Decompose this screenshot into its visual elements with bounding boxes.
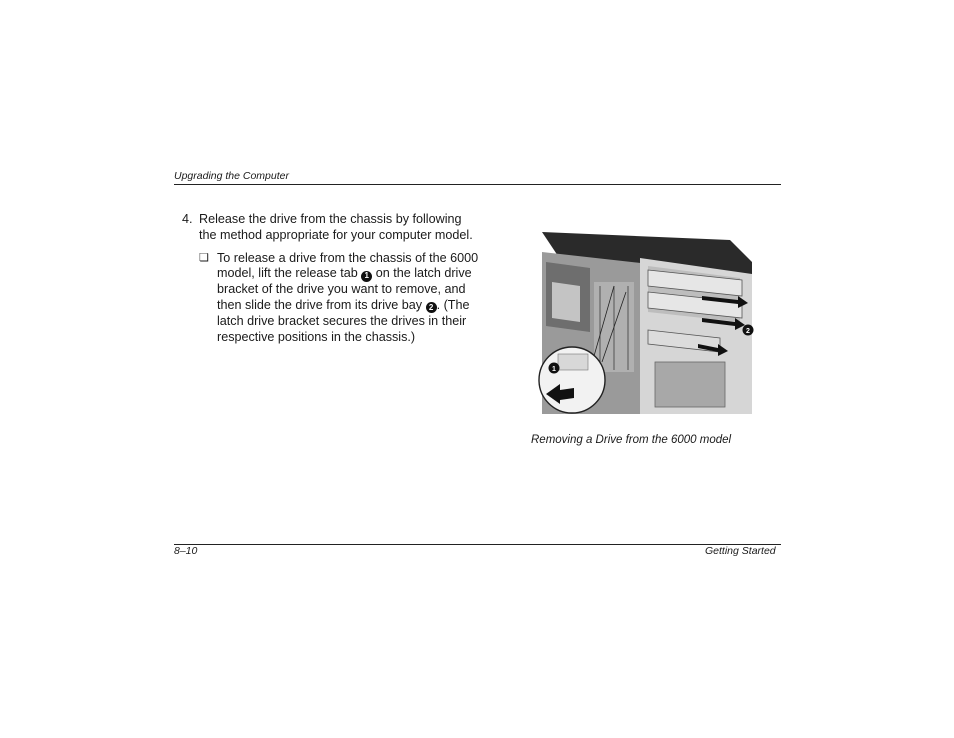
- figure-callout-2: 2: [746, 328, 750, 335]
- figure-callout-1: 1: [552, 366, 556, 373]
- checkbox-bullet-icon: ❏: [199, 251, 209, 264]
- step-text: Release the drive from the chassis by following the method appropriate for your computer model.: [199, 212, 473, 242]
- callout-1-icon: 1: [361, 271, 372, 282]
- header-rule: [174, 184, 781, 185]
- step-item: [182, 212, 482, 244]
- page-number: 8–10: [174, 545, 198, 557]
- drive-removal-illustration: [530, 222, 760, 417]
- step-number: 4.: [182, 212, 193, 226]
- bullet-text: To release a drive from the chassis of the 6000 model, lift the release tab 1 on the latch drive bracket of the drive you want to remove, and then slide the drive from its drive bay 2 . (The latch drive bracket secures the drives in their respective positions in the chassis.): [217, 250, 479, 344]
- footer-rule: [174, 544, 781, 545]
- book-title: Getting Started: [705, 545, 776, 557]
- running-header: Upgrading the Computer: [174, 170, 289, 182]
- figure-caption: Removing a Drive from the 6000 model: [531, 434, 732, 446]
- bullet-item: [199, 251, 482, 346]
- body-text: [182, 212, 482, 345]
- callout-2-icon: 2: [426, 302, 437, 313]
